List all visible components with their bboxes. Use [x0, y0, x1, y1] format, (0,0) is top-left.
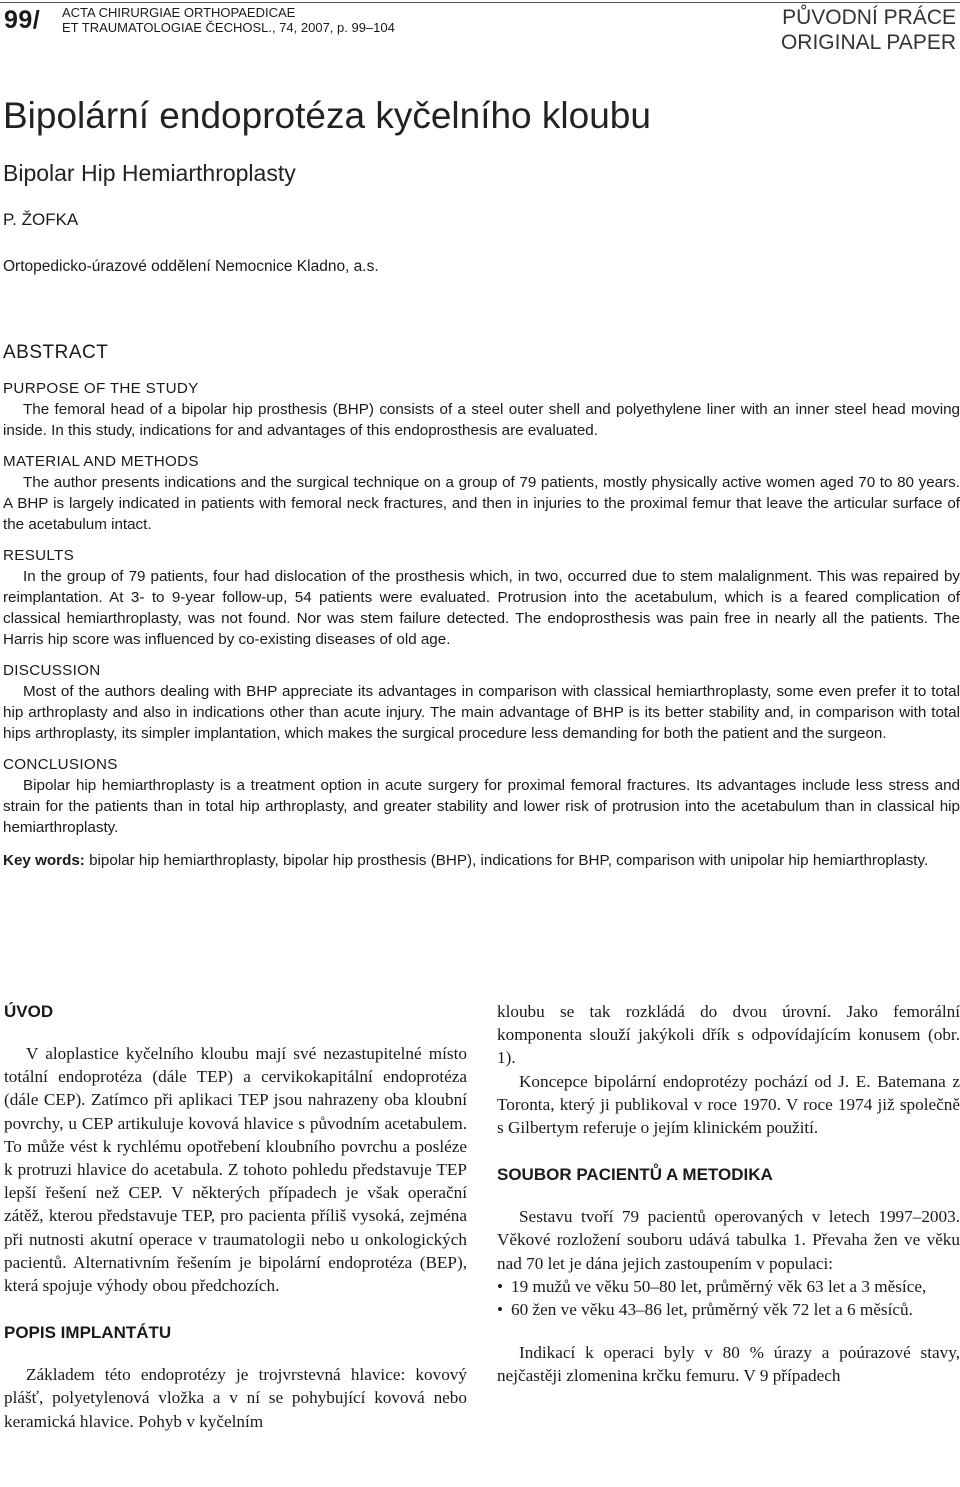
title-english: Bipolar Hip Hemiarthroplasty [3, 160, 296, 186]
conclusions-text: Bipolar hip hemiarthroplasty is a treatment option in acute surgery for proximal femoral fractures. Its advantages include less stress and strain for the patients than in total hip arthroplasty, and greater stability and lower risk of protrusion into the acetabulum than in classical hip hemiarthroplasty. [3, 777, 960, 836]
section-heading-soubor: SOUBOR PACIENTŮ A METODIKA [497, 1165, 773, 1185]
keywords-label: Key words: [3, 852, 85, 869]
abstract-heading: ABSTRACT [3, 342, 109, 363]
purpose-heading: PURPOSE OF THE STUDY [3, 380, 199, 397]
abstract [3, 340, 960, 881]
affiliation: Ortopedicko-úrazové oddělení Nemocnice Kladno, a.s. [3, 258, 379, 275]
right-paragraph-4: Indikací k operaci byly v 80 % úrazy a poúrazové stavy, nejčastěji zlomenina krčku femuru. V 9 případech [497, 1343, 960, 1386]
methods-text: The author presents indications and the surgical technique on a group of 79 patients, mostly physically active women aged 70 to 80 years. A BHP is largely indicated in patients with femoral neck fractures, and then in injuries to the proximal femur that leave the articular surface of the acetabulum intact. [3, 474, 960, 533]
discussion-heading: DISCUSSION [3, 662, 101, 679]
journal-citation [62, 5, 395, 35]
page-number: 99/ [4, 6, 41, 34]
uvod-paragraph: V aloplastice kyčelního kloubu mají své nezastupitelné místo totální endoprotéza (dále TEP) a cervikokapitální endoprotéza (dále CEP). Zatímco při aplikaci TEP jsou nahrazeny oba kloubní povrchy, u CEP artikuluje kovová hlavice s původním acetabulem. To může vést k rychlému opotřebení kloubního povrchu a posléze k protruzi hlavice do acetabula. Z tohoto pohledu představuje TEP lepší řešení než CEP. V některých případech je však operační zátěž, kterou představuje TEP, pro pacienta příliš vysoká, zejména při nutnosti akutní operace v traumatologii nebo u onkologických pacientů. Alternativním řešením je bipolární endoprotéza (BEP), která spojuje výhody obou předchozích. [4, 1044, 467, 1296]
paper-type-en: ORIGINAL PAPER [780, 31, 956, 54]
section-heading-popis: POPIS IMPLANTÁTU [4, 1323, 172, 1343]
journal-line-2: ET TRAUMATOLOGIAE ČECHOSL., 74, 2007, p. 99–104 [62, 20, 395, 35]
paper-type [781, 5, 956, 55]
journal-line-1: ACTA CHIRURGIAE ORTHOPAEDICAE [62, 5, 296, 20]
list-item: • 19 mužů ve věku 50–80 let, průměrný věk 63 let a 3 měsíce, [497, 1275, 960, 1298]
right-paragraph-1: kloubu se tak rozkládá do dvou úrovní. Jako femorální komponenta slouží jakýkoli dřík s odpovídajícím konusem (obr. 1). [497, 1002, 960, 1068]
purpose-text: The femoral head of a bipolar hip prosthesis (BHP) consists of a steel outer shell and polyethylene liner with an inner steel head moving inside. In this study, indications for and advantages of this endoprosthesis are evaluated. [3, 401, 960, 439]
paper-type-cz: PŮVODNÍ PRÁCE [782, 6, 956, 29]
discussion-text: Most of the authors dealing with BHP appreciate its advantages in comparison with classical hemiarthroplasty, some even prefer it to total hip arthroplasty and also in indications other than acute injury. The main advantage of BHP is its better stability and, in comparison with total hips arthroplasty, its simpler implantation, which makes the surgical procedure less demanding for both the patient and the surgeon. [3, 683, 960, 742]
list-item: • 60 žen ve věku 43–86 let, průměrný věk 72 let a 6 měsíců. [497, 1298, 960, 1321]
patient-list [497, 1275, 960, 1321]
right-paragraph-2: Koncepce bipolární endoprotézy pochází od J. E. Batemana z Toronta, který ji publikoval v roce 1970. V roce 1974 již společně s Gilbertym referuje o jejím klinickém použití. [497, 1071, 960, 1138]
body-column-left [4, 1000, 467, 1433]
popis-paragraph: Základem této endoprotézy je trojvrstevná hlavice: kovový plášť, polyetylenová vložka a v ní se pohybující kovová nebo keramická hlavice. Pohyb v kyčelním [4, 1365, 467, 1431]
conclusions-heading: CONCLUSIONS [3, 756, 118, 773]
right-paragraph-3: Sestavu tvoří 79 pacientů operovaných v letech 1997–2003. Věkové rozložení souboru udává tabulka 1. Převaha žen ve věku nad 70 let je dána jejich zastoupením v populaci: [497, 1207, 960, 1273]
section-heading-uvod: ÚVOD [4, 1002, 54, 1021]
header-rule [0, 2, 960, 3]
author-name: P. ŽOFKA [3, 210, 79, 229]
results-text: In the group of 79 patients, four had dislocation of the prosthesis which, in two, occurred due to stem malalignment. This was repaired by reimplantation. At 3- to 9-year follow-up, 54 patients were evaluated. Protrusion into the acetabulum, which is a feared complication of classical hemiarthroplasty, was not found. Nor was stem failure detected. The endoprosthesis was pain free in nearly all the patients. The Harris hip score was influenced by co-existing diseases of old age. [3, 568, 960, 648]
title-czech: Bipolární endoprotéza kyčelního kloubu [3, 95, 651, 136]
keywords-text: bipolar hip hemiarthroplasty, bipolar hip prosthesis (BHP), indications for BHP, comparison with unipolar hip hemiarthroplasty. [89, 852, 929, 869]
methods-heading: MATERIAL AND METHODS [3, 453, 199, 470]
keywords [3, 850, 960, 871]
body-column-right [497, 1000, 960, 1388]
results-heading: RESULTS [3, 547, 75, 564]
